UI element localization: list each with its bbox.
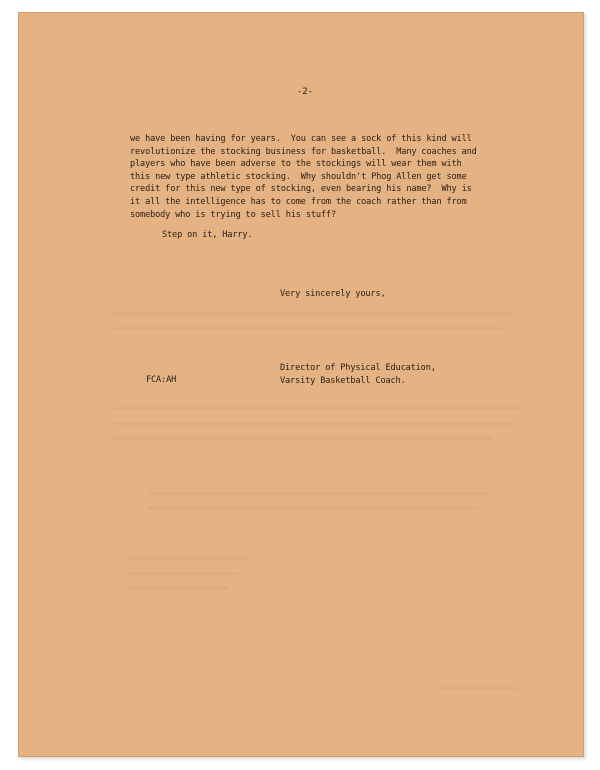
body-line: somebody who is trying to sell his stuff? [130,209,336,220]
bleed-through-mark [113,422,513,425]
letter-page [18,12,584,757]
bleed-through-mark [438,687,518,690]
bleed-through-mark [128,587,228,590]
bleed-through-mark [113,437,493,440]
body-line: credit for this new type of stocking, even bearing his name? Why is [130,184,472,195]
letter-body [130,133,477,221]
bleed-through-mark [128,557,248,560]
page-number: -2- [297,87,313,97]
body-line: we have been having for years. You can see a sock of this kind will [130,134,472,144]
body-line: players who have been adverse to the stockings will wear them with [130,159,462,170]
signature-title-line: Varsity Basketball Coach. [280,375,406,386]
body-line: this new type athletic stocking. Why shouldn't Phog Allen get some [130,171,467,182]
reference-initials: FCA:AH [146,375,177,385]
signature-title [280,362,436,387]
body-line: it all the intelligence has to come from the coach rather than from [130,196,467,207]
signature-title-line: Director of Physical Education, [280,363,436,373]
bleed-through-mark [113,312,513,315]
bleed-through-mark [113,327,503,330]
bleed-through-mark [148,507,478,510]
bleed-through-mark [128,572,238,575]
closing-line: Step on it, Harry. [162,230,253,240]
body-line: revolutionize the stocking business for basketball. Many coaches and [130,146,477,157]
complimentary-close: Very sincerely yours, [280,289,386,299]
bleed-through-mark [148,492,488,495]
bleed-through-mark [113,407,523,410]
